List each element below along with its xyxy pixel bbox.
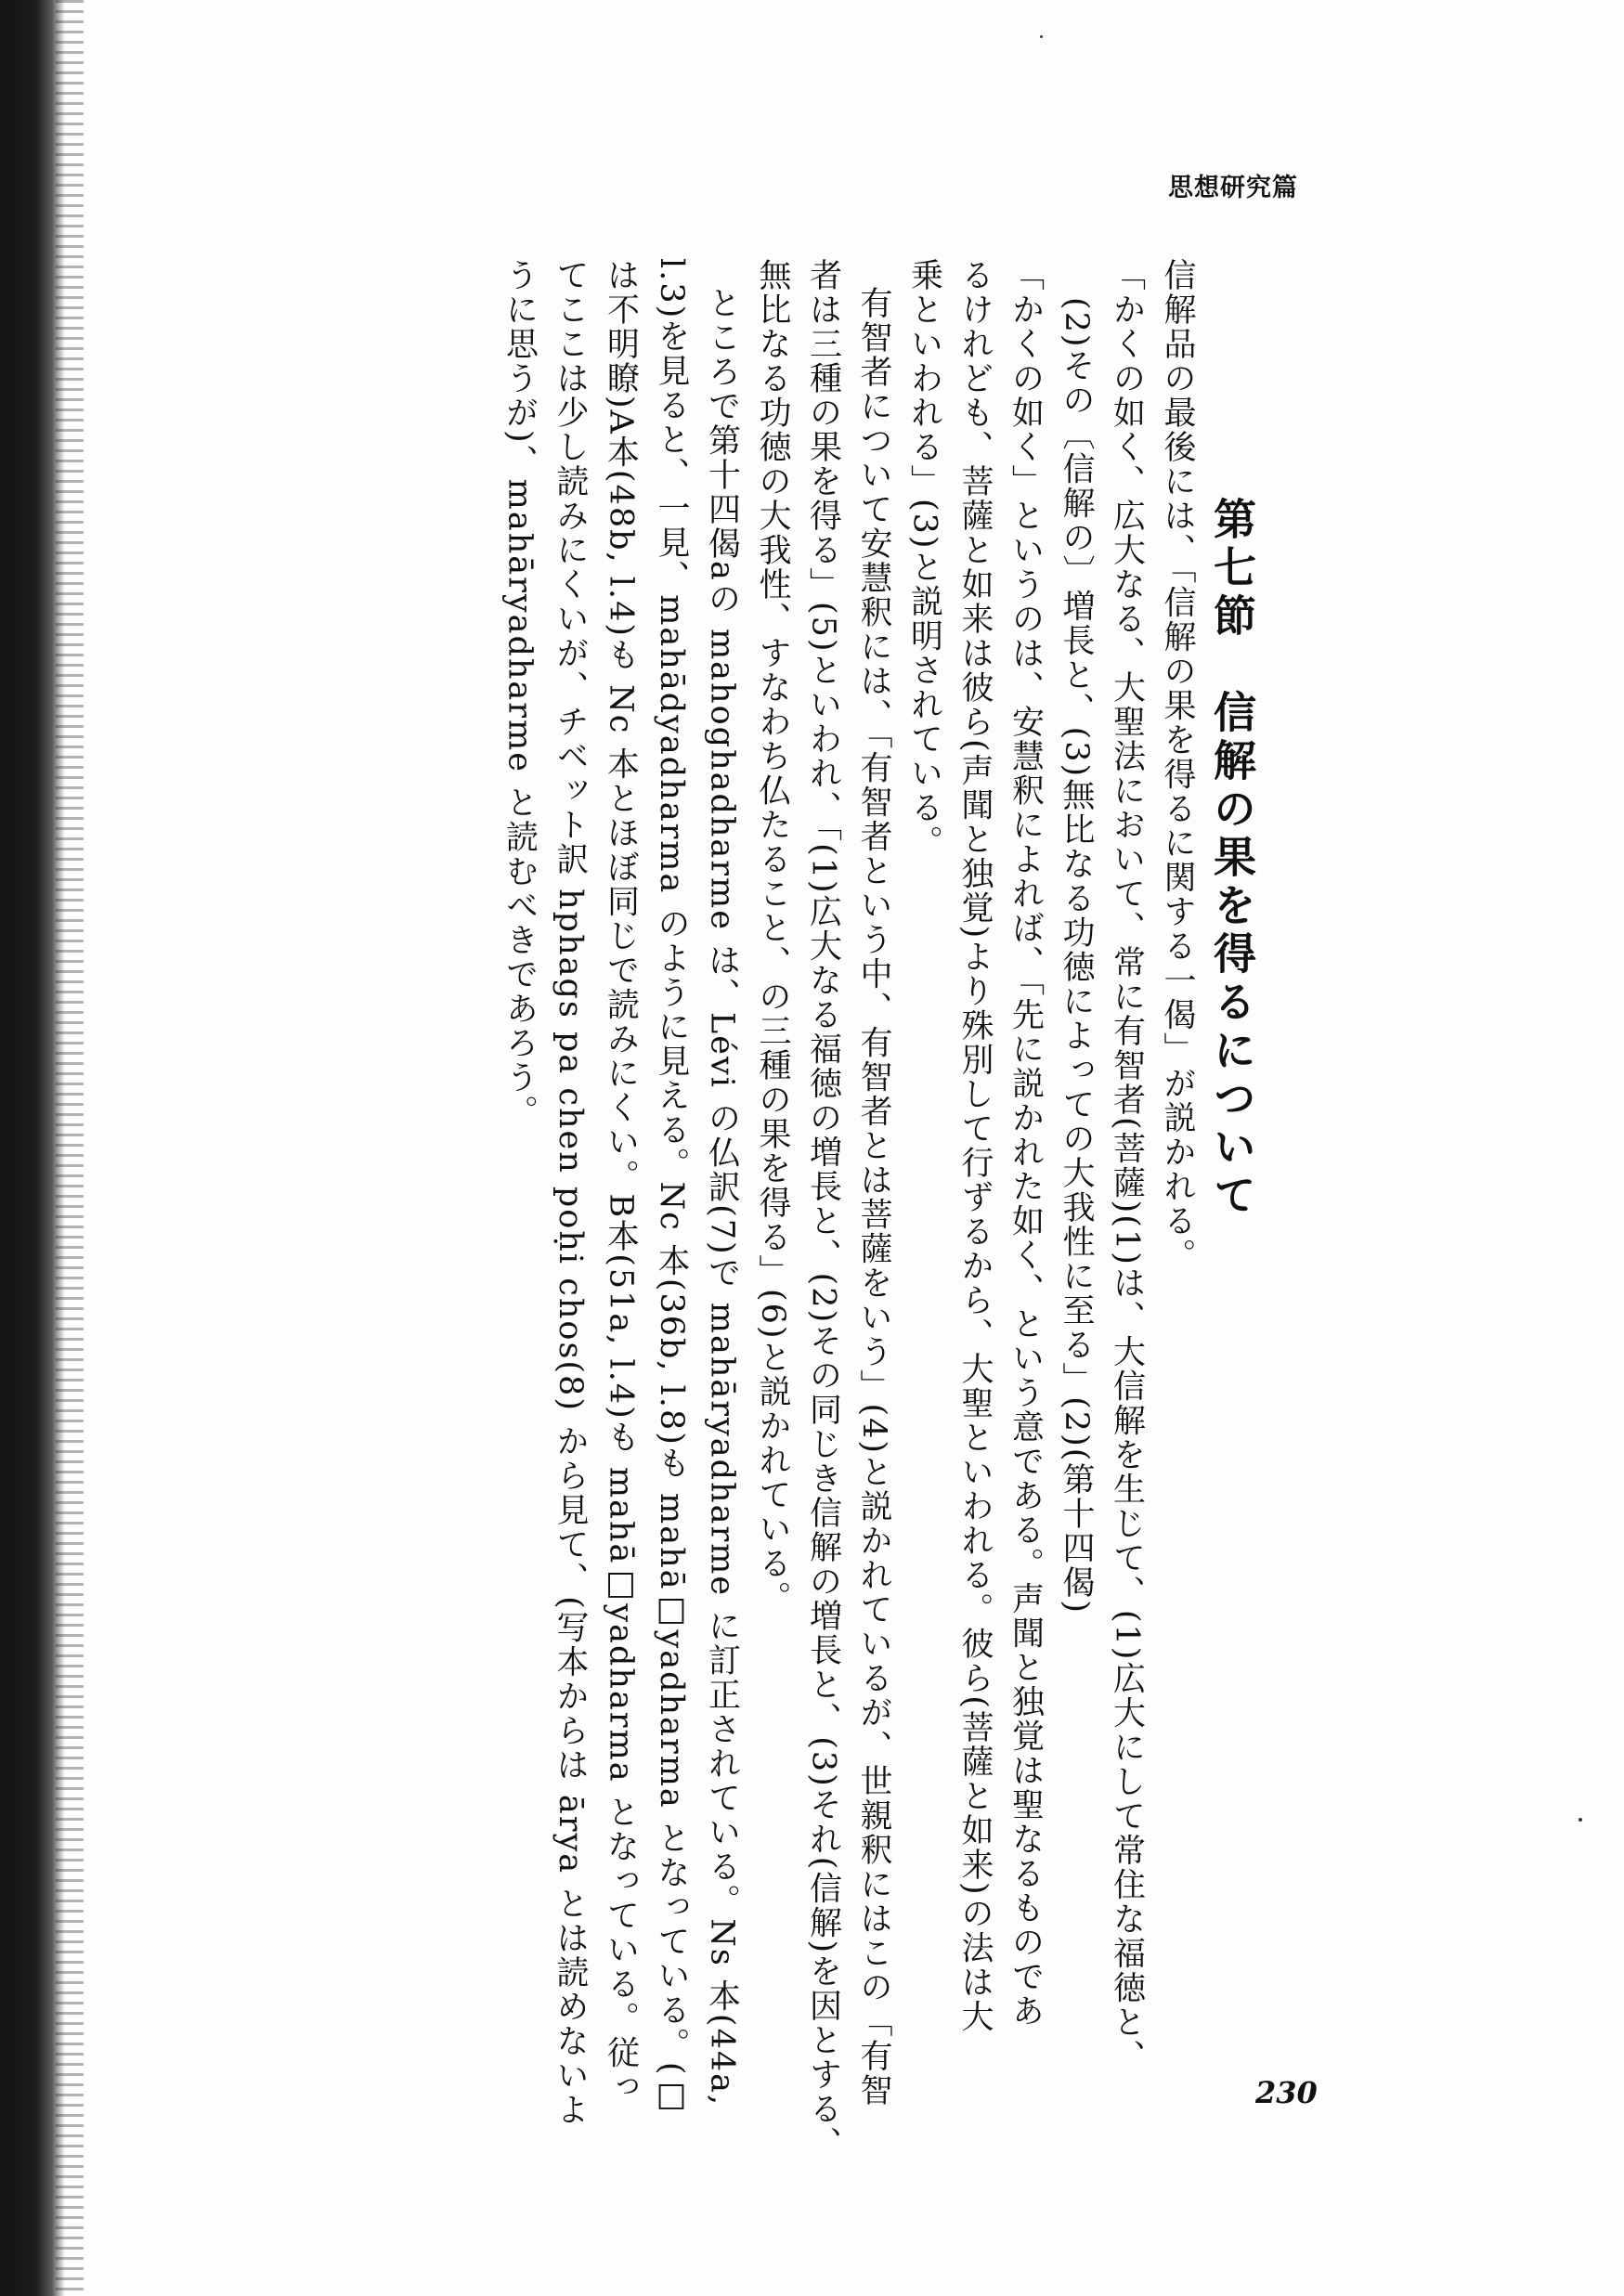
text-column: 「かくの如く」というのは、安慧釈によれば、「先に説かれた如く、という意である。声聞と独覚は聖なるものであ	[1007, 258, 1045, 2029]
binding-speckle	[56, 0, 84, 2296]
text-column: うに思うが)、mahāryadharme と読むべきであろう。	[500, 258, 539, 1130]
text-column: 「かくの如く、広大なる、大聖法において、常に有智者(菩薩)(1)は、大信解を生じて、(1)広大にして常住な福徳と、	[1108, 258, 1146, 2074]
text-column: てここは少し読みにくいが、チベット訳 hphags pa chen poḥi chos(8) から見て、(写本からは ārya とは読めないよ	[552, 258, 589, 2128]
section-title: 第七節 信解の果を得るについて	[1207, 497, 1257, 1221]
text-column: 無比なる功徳の大我性、すなわち仏たること、の三種の果を得る」(6)と説かれている。	[754, 258, 791, 1615]
text-column: ところで第十四偈aの mahoghadharme は、Lévi の仏訳(7)で mahāryadharme に訂正されている。Ns 本(44a,	[703, 286, 741, 2108]
text-column: 有智者について安慧釈には、「有智者という中、有智者とは菩薩をいう」(4)と説かれているが、世親釈にはこの「有智	[855, 286, 892, 2108]
text-column: 乗といわれる」(3)と説明されている。	[905, 258, 943, 860]
text-column: るけれども、菩薩と如来は彼ら(声聞と独覚)より殊別して行ずるから、大聖といわれる。彼ら(菩薩と如来)の法は大	[956, 258, 994, 2034]
text-column: l.3)を見ると、一見、mahādyadharma のように見える。Nc 本(36b, l.8)も mahā□yadharma となっている。(□	[653, 258, 690, 2116]
scan-speck	[1040, 35, 1043, 38]
body-text	[494, 258, 1202, 2161]
text-column: (2)その〔信解の〕増長と、(3)無比なる功徳によっての大我性に至る」(2)(第十四偈)	[1058, 297, 1095, 1615]
text-column: 信解品の最後には、「信解の果を得るに関する一偈」が説かれる。	[1159, 258, 1196, 1273]
text-column: は不明瞭)A本(48b, l.4)も Nc 本とほぼ同じで読みにくい。B本(51a, l.4)も mahā□yadharma となっている。従っ	[602, 258, 640, 2105]
page-number: 230	[1255, 2075, 1318, 2110]
text-column: 者は三種の果を得る」(5)といわれ、「(1)広大なる福徳の増長と、(2)その同じき信解の増長と、(3)それ(信解)を因とする、	[804, 258, 842, 2161]
scan-speck	[1579, 1818, 1582, 1822]
running-head: 思想研究篇	[1168, 174, 1298, 202]
